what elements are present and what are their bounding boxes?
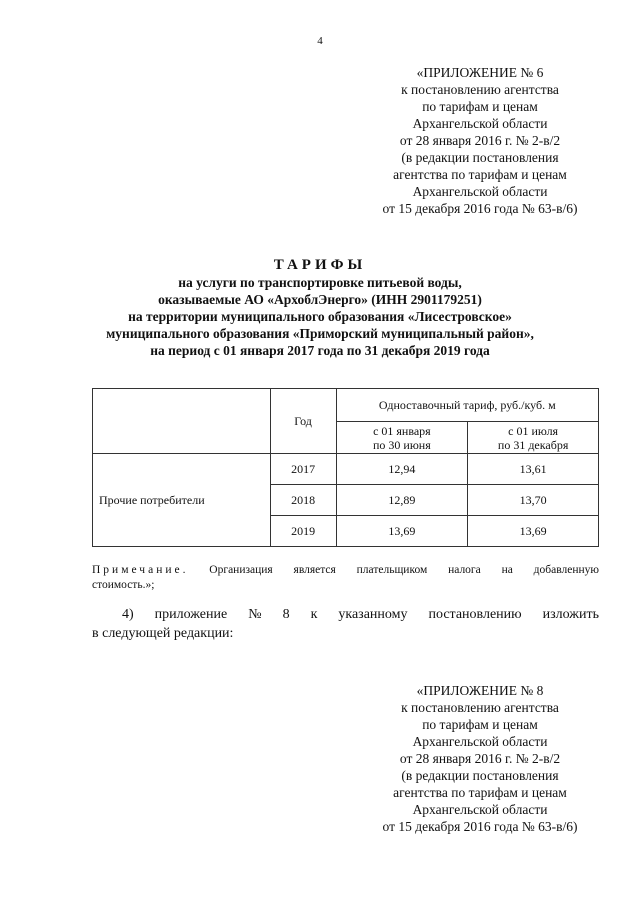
appendix-line: Архангельской области (412, 734, 548, 749)
header-period-1-line: по 30 июня (373, 437, 431, 452)
appendix-line: агентства по тарифам и ценам (393, 785, 567, 800)
para-word: указанному (338, 607, 408, 622)
title-line: муниципального образования «Приморский муниципальный район», (106, 326, 534, 341)
para-continuation: в следующей редакции: (92, 626, 234, 641)
tariff-cell: 13,61 (468, 454, 599, 485)
note-continuation: стоимость.»; (92, 579, 155, 591)
appendix-line: агентства по тарифам и ценам (393, 167, 567, 182)
header-period-2-line: с 01 июля (508, 423, 559, 438)
appendix-line: «ПРИЛОЖЕНИЕ № 6 (416, 65, 544, 80)
note-word: плательщиком (356, 564, 428, 576)
appendix-line: от 15 декабря 2016 года № 63-в/6) (382, 201, 578, 216)
para-word: 8 (282, 607, 290, 622)
appendix-line: от 28 января 2016 г. № 2-в/2 (399, 133, 561, 148)
appendix-line: по тарифам и ценам (422, 99, 538, 114)
note-word: Организация (209, 564, 273, 576)
para-word: к (310, 607, 318, 622)
year-cell: 2018 (270, 485, 336, 516)
amendment-paragraph (92, 605, 599, 643)
header-year: Год (270, 389, 336, 454)
title-line: оказываемые АО «АрхоблЭнерго» (ИНН 2901179251) (158, 292, 482, 307)
appendix-8-header (320, 682, 640, 835)
appendix-line: (в редакции постановления (401, 768, 559, 783)
table-row (93, 454, 599, 485)
header-period-1-line: с 01 января (373, 423, 431, 438)
appendix-line: «ПРИЛОЖЕНИЕ № 8 (416, 683, 544, 698)
title-line: на период с 01 января 2017 года по 31 декабря 2019 года (150, 343, 490, 358)
tariff-cell: 13,69 (468, 516, 599, 547)
para-word: постановлению (428, 607, 522, 622)
page-number: 4 (317, 35, 323, 47)
title-heading: ТАРИФЫ (273, 257, 367, 273)
year-cell: 2017 (270, 454, 336, 485)
empty-header-cell (93, 389, 271, 454)
note-label: Примечание. (92, 564, 189, 576)
header-period-2-line: по 31 декабря (497, 437, 569, 452)
appendix-line: по тарифам и ценам (422, 717, 538, 732)
title-line: на услуги по транспортировке питьевой воды, (178, 275, 462, 290)
year-cell: 2019 (270, 516, 336, 547)
tariff-cell: 13,69 (336, 516, 468, 547)
note-word: добавленную (533, 564, 599, 576)
note-word: налога (448, 564, 481, 576)
header-tariff: Одноставочный тариф, руб./куб. м (336, 389, 598, 422)
header-period-2 (468, 422, 599, 454)
note-word: на (501, 564, 513, 576)
tariffs-table (92, 388, 599, 547)
appendix-line: от 15 декабря 2016 года № 63-в/6) (382, 819, 578, 834)
title-line: на территории муниципального образования «Лисестровское» (128, 309, 512, 324)
para-word: приложение (154, 607, 228, 622)
para-word: изложить (542, 607, 599, 622)
appendix-6-header (320, 64, 640, 217)
appendix-line: от 28 января 2016 г. № 2-в/2 (399, 751, 561, 766)
appendix-line: (в редакции постановления (401, 150, 559, 165)
appendix-line: к постановлению агентства (401, 82, 559, 97)
appendix-line: Архангельской области (412, 802, 548, 817)
tariff-cell: 13,70 (468, 485, 599, 516)
header-period-1 (336, 422, 468, 454)
tariff-cell: 12,94 (336, 454, 468, 485)
note-word: является (293, 564, 336, 576)
tariffs-title (60, 256, 580, 359)
tariff-cell: 12,89 (336, 485, 468, 516)
appendix-line: к постановлению агентства (401, 700, 559, 715)
consumer-cell: Прочие потребители (93, 454, 271, 547)
table-note (92, 563, 599, 593)
appendix-line: Архангельской области (412, 184, 548, 199)
appendix-line: Архангельской области (412, 116, 548, 131)
para-word: 4) (122, 607, 134, 622)
para-word: № (248, 607, 262, 622)
